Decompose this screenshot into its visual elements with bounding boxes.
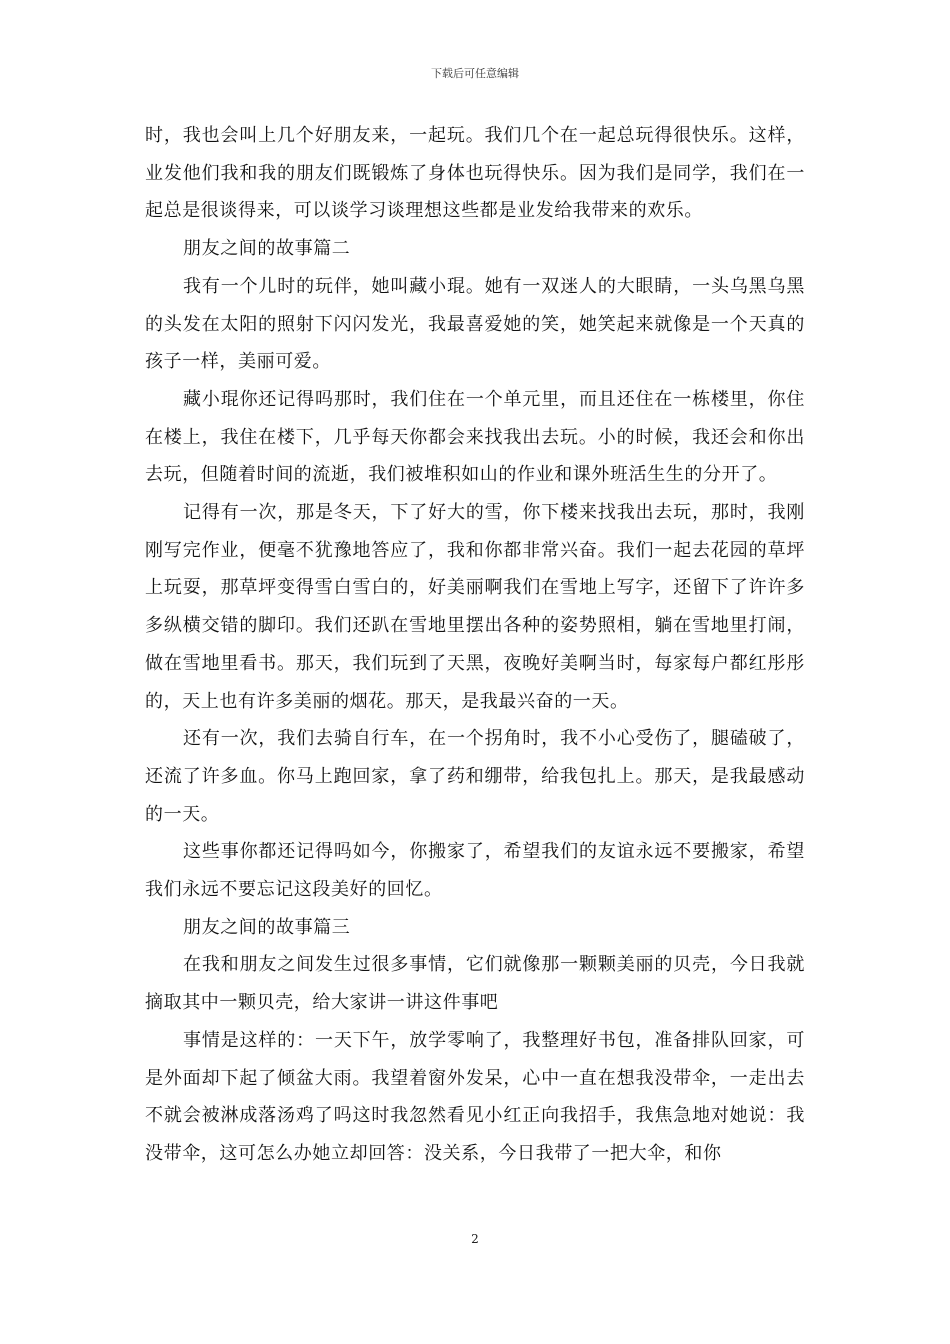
page-header: 下载后可任意编辑 [431,67,519,80]
paragraph: 在我和朋友之间发生过很多事情，它们就像那一颗颗美丽的贝壳，今日我就摘取其中一颗贝壳，给大家讲一讲这件事吧 [145,954,805,1014]
section-title-part-three: 朋友之间的故事篇三 [183,916,351,938]
section-title-part-two: 朋友之间的故事篇二 [183,238,351,260]
paragraph: 还有一次，我们去骑自行车，在一个拐角时，我不小心受伤了，腿磕破了，还流了许多血。你马上跑回家，拿了药和绷带，给我包扎上。那天，是我最感动的一天。 [145,728,805,825]
document-body [145,117,805,1173]
paragraph-continued: 时，我也会叫上几个好朋友来，一起玩。我们几个在一起总玩得很快乐。这样，业发他们我和我的朋友们既锻炼了身体也玩得快乐。因为我们是同学，我们在一起总是很谈得来，可以谈学习谈理想这些都是业发给我带来的欢乐。 [145,125,805,222]
paragraph: 藏小琨你还记得吗那时，我们住在一个单元里，而且还住在一栋楼里，你住在楼上，我住在楼下，几乎每天你都会来找我出去玩。小的时候，我还会和你出去玩，但随着时间的流逝，我们被堆积如山的作业和课外班活生生的分开了。 [145,388,805,486]
paragraph: 事情是这样的：一天下午，放学零响了，我整理好书包，准备排队回家，可是外面却下起了倾盆大雨。我望着窗外发呆，心中一直在想我没带伞，一走出去不就会被淋成落汤鸡了吗这时我忽然看见小红正向我招手，我焦急地对她说：我没带伞，这可怎么办她立却回答：没关系，今日我带了一把大伞，和你 [145,1029,805,1164]
paragraph: 这些事你都还记得吗如今，你搬家了，希望我们的友谊永远不要搬家，希望我们永远不要忘记这段美好的回忆。 [145,841,805,901]
paragraph: 我有一个儿时的玩伴，她叫藏小琨。她有一双迷人的大眼睛，一头乌黑乌黑的头发在太阳的照射下闪闪发光，我最喜爱她的笑，她笑起来就像是一个天真的孩子一样，美丽可爱。 [145,275,805,373]
page-number: 2 [471,1232,479,1246]
paragraph: 记得有一次，那是冬天，下了好大的雪，你下楼来找我出去玩，那时，我刚刚写完作业，便毫不犹豫地答应了，我和你都非常兴奋。我们一起去花园的草坪上玩耍，那草坪变得雪白雪白的，好美丽啊我们在雪地上写字，还留下了许许多多纵横交错的脚印。我们还趴在雪地里摆出各种的姿势照相，躺在雪地里打闹，做在雪地里看书。那天，我们玩到了天黑，夜晚好美啊当时，每家每户都红彤彤的，天上也有许多美丽的烟花。那天，是我最兴奋的一天。 [145,502,805,712]
